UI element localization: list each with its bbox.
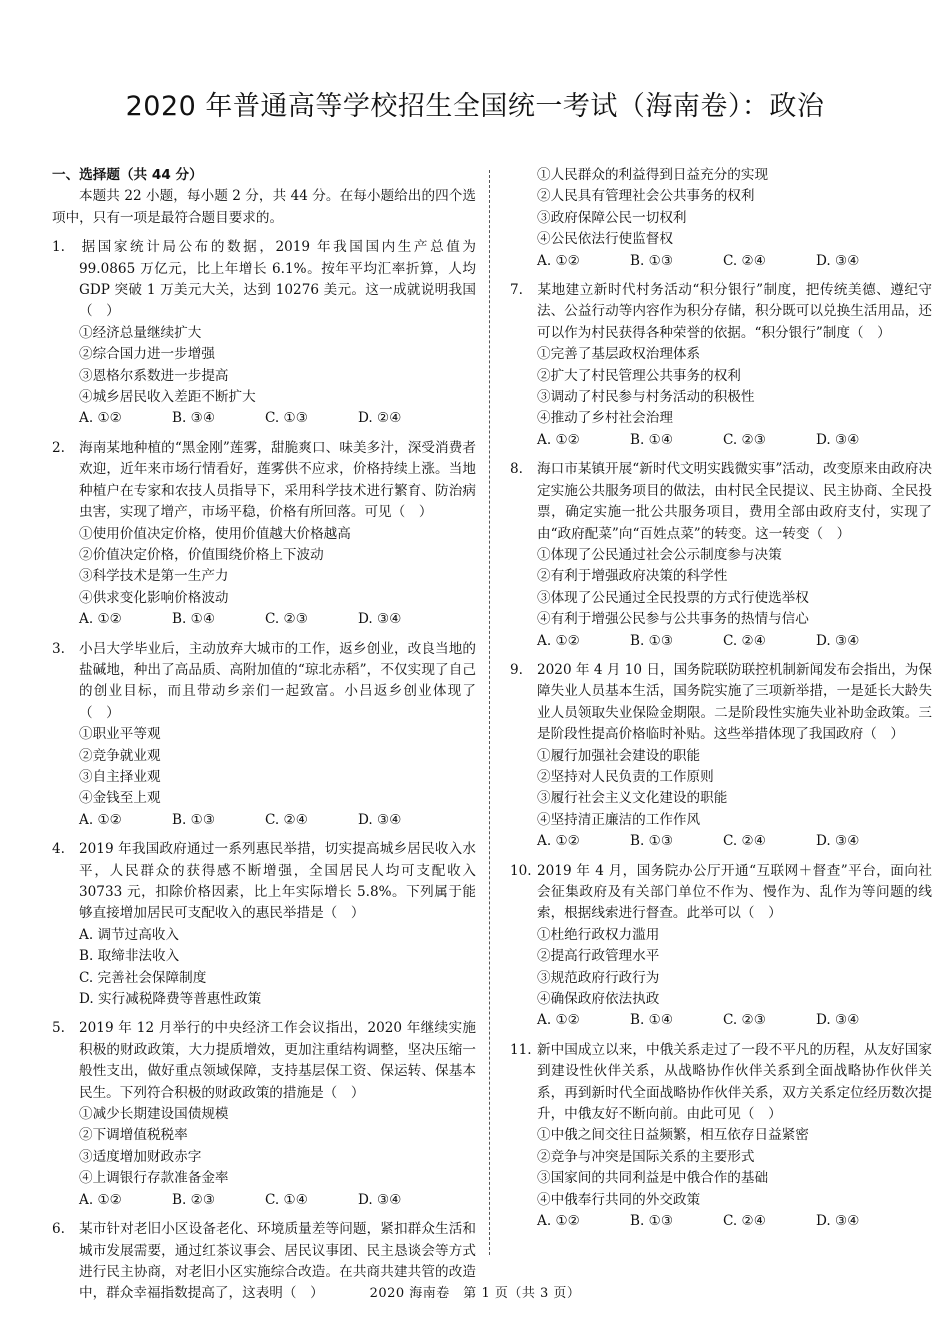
answer-choice: A. ①② bbox=[79, 1191, 122, 1208]
question-text: 据国家统计局公布的数据，2019 年我国国内生产总值为 99.0865 万亿元，比上年增长 6.1%。按年平均汇率折算，人均 GDP 突破 1 万美元大关，达到 10276 美元。这一成就说明我国（ ） bbox=[79, 239, 476, 320]
option: ①经济总量继续扩大 bbox=[79, 324, 202, 341]
question-text: 小吕大学毕业后，主动放弃大城市的工作，返乡创业，改良当地的盐碱地，种出了高品质、高附加值的“琼北赤稻”，不仅实现了自己的创业目标，而且带动乡亲们一起致富。小吕返乡创业体现了（ ） bbox=[79, 640, 476, 721]
left-column bbox=[52, 165, 476, 1305]
question-number: 1. bbox=[52, 239, 65, 256]
option: ①减少长期建设国债规模 bbox=[79, 1106, 229, 1123]
option: ④城乡居民收入差距不断扩大 bbox=[79, 389, 256, 406]
option: ④坚持清正廉洁的工作作风 bbox=[537, 811, 701, 828]
answer-choices bbox=[510, 1211, 932, 1232]
section-heading: 一、选择题（共 44 分） bbox=[52, 167, 203, 183]
question-number: 3. bbox=[52, 640, 65, 657]
option: ②综合国力进一步增强 bbox=[79, 346, 215, 363]
option: ③自主择业观 bbox=[79, 768, 161, 785]
answer-choice: C. ②④ bbox=[723, 1213, 766, 1230]
answer-choice: A. ①② bbox=[79, 410, 122, 427]
option: ③履行社会主义文化建设的职能 bbox=[537, 790, 728, 807]
answer-choices bbox=[510, 1010, 932, 1031]
question-text: 2019 年我国政府通过一系列惠民举措，切实提高城乡居民收入水平，人民群众的获得感不断增强，全国居民人均可支配收入 30733 元，扣除价格因素，比上年实际增长 5.8%。下列属于能够直接增加居民可支配收入的惠民举措是（ ） bbox=[79, 841, 476, 922]
question-text: 2020 年 4 月 10 日，国务院联防联控机制新闻发布会指出，为保障失业人员基本生活，国务院实施了三项新举措，一是延长大龄失业人员领取失业保险金期限。二是阶段性实施失业补助金政策。三是阶段性提高价格临时补贴。这些举措体现了我国政府（ ） bbox=[537, 661, 932, 743]
answer-choice: B. ①④ bbox=[172, 611, 216, 628]
question-number: 10. bbox=[510, 862, 532, 879]
answer-choice: B. ③④ bbox=[172, 410, 216, 427]
answer-choice: A. ①② bbox=[537, 1213, 580, 1230]
right-question-list bbox=[510, 280, 932, 1232]
question-text: 某市针对老旧小区设备老化、环境质量差等问题，紧扣群众生活和城市发展需要，通过红茶议事会、居民议事团、民主恳谈会等方式进行民主协商，对老旧小区实施综合改造。在共商共建共管的改造中，群众幸福指数提高了，这表明（ ） bbox=[79, 1221, 476, 1302]
option: ①职业平等观 bbox=[79, 726, 161, 743]
option: ②人民具有管理社会公共事务的权利 bbox=[537, 188, 755, 205]
question-stem bbox=[52, 839, 476, 925]
question-text: 海南某地种植的“黑金刚”莲雾，甜脆爽口、味美多汁，深受消费者欢迎，近年来市场行情看好，莲雾供不应求，价格持续上涨。当地种植户在专家和农技人员指导下，采用科学技术进行繁育、防治病虫害，实现了增产，市场平稳，价格有所回落。可见（ ） bbox=[79, 439, 476, 521]
option: ④上调银行存款准备金率 bbox=[79, 1170, 229, 1187]
answer-choice: D. ②④ bbox=[358, 410, 402, 427]
answer-choice: D. ③④ bbox=[816, 431, 860, 448]
option: ①完善了基层政权治理体系 bbox=[537, 346, 701, 363]
answer-choice: A. ①② bbox=[537, 1012, 580, 1029]
option: ①履行加强社会建设的职能 bbox=[537, 747, 701, 764]
answer-choice: B. ①③ bbox=[630, 632, 674, 649]
answer-choices bbox=[52, 609, 476, 630]
answer-choice: B. ①③ bbox=[172, 811, 216, 828]
option: B. 取缔非法收入 bbox=[79, 948, 180, 965]
answer-choice: C. ②④ bbox=[723, 833, 766, 850]
answer-choice: B. ①④ bbox=[630, 431, 674, 448]
question-6-continuation bbox=[510, 165, 932, 272]
option: ③调动了村民参与村务活动的积极性 bbox=[537, 389, 755, 406]
answer-choices bbox=[52, 810, 476, 831]
answer-choice: C. ②④ bbox=[723, 252, 766, 269]
answer-choice: D. ③④ bbox=[358, 1191, 402, 1208]
option: ②坚持对人民负责的工作原则 bbox=[537, 768, 714, 785]
answer-choice: D. ③④ bbox=[816, 632, 860, 649]
question-number: 4. bbox=[52, 841, 65, 858]
question-stem bbox=[510, 861, 932, 925]
option: A. 调节过高收入 bbox=[79, 926, 180, 943]
option: ②竞争就业观 bbox=[79, 747, 161, 764]
question bbox=[52, 639, 476, 832]
question-number: 9. bbox=[510, 661, 523, 678]
option: ③适度增加财政赤字 bbox=[79, 1148, 202, 1165]
option: ④供求变化影响价格波动 bbox=[79, 589, 229, 606]
question-text: 2019 年 4 月，国务院办公厅开通“互联网＋督查”平台，面向社会征集政府及有关部门单位不作为、慢作为、乱作为等问题的线索，根据线索进行督查。此举可以（ ） bbox=[537, 862, 932, 922]
answer-choice: A. ①② bbox=[79, 811, 122, 828]
option: ②提高行政管理水平 bbox=[537, 948, 660, 965]
question bbox=[52, 1018, 476, 1211]
question bbox=[510, 861, 932, 1032]
answer-choices bbox=[510, 430, 932, 451]
option: ④确保政府依法执政 bbox=[537, 991, 660, 1008]
option: ②价值决定价格，价值围绕价格上下波动 bbox=[79, 546, 324, 563]
answer-choices bbox=[510, 251, 932, 272]
question bbox=[510, 280, 932, 451]
answer-choice: C. ②④ bbox=[265, 811, 308, 828]
question-text: 新中国成立以来，中俄关系走过了一段不平凡的历程，从友好国家到建设性伙伴关系，从战略协作伙伴关系到全面战略协作伙伴关系，再到新时代全面战略协作伙伴关系，双方关系定位经历数次提升，中俄友好不断向前。由此可见（ ） bbox=[537, 1041, 932, 1123]
option: ③恩格尔系数进一步提高 bbox=[79, 367, 229, 384]
question bbox=[510, 660, 932, 853]
question bbox=[52, 237, 476, 430]
question-number: 6. bbox=[52, 1221, 65, 1238]
answer-choice: A. ①② bbox=[79, 611, 122, 628]
answer-choice: C. ②③ bbox=[265, 611, 308, 628]
answer-choice: A. ①② bbox=[537, 632, 580, 649]
answer-choice: B. ①③ bbox=[630, 252, 674, 269]
question-number: 8. bbox=[510, 461, 523, 478]
option: ③科学技术是第一生产力 bbox=[79, 568, 229, 585]
answer-choices bbox=[52, 1190, 476, 1211]
right-column bbox=[510, 165, 932, 1233]
question-text: 海口市某镇开展“新时代文明实践微实事”活动，改变原来由政府决定实施公共服务项目的做法，由村民全民提议、民主协商、全民投票，确定实施一批公共服务项目，费用全部由政府支付，实现了由“政府配菜”向“百姓点菜”的转变。这一转变（ ） bbox=[537, 461, 932, 542]
question-stem bbox=[510, 280, 932, 344]
question-text: 某地建立新时代村务活动“积分银行”制度，把传统美德、遵纪守法、公益行动等内容作为积分存储，积分既可以兑换生活用品，还可以作为村民获得各种荣誉的依据。“积分银行”制度（ ） bbox=[537, 282, 932, 341]
answer-choice: C. ②④ bbox=[723, 632, 766, 649]
question-number: 5. bbox=[52, 1020, 65, 1037]
answer-choice: C. ①④ bbox=[265, 1191, 308, 1208]
option: ①体现了公民通过社会公示制度参与决策 bbox=[537, 546, 782, 563]
question-stem bbox=[52, 237, 476, 323]
answer-choice: C. ②③ bbox=[723, 431, 766, 448]
option: ②竞争与冲突是国际关系的主要形式 bbox=[537, 1148, 755, 1165]
question-stem bbox=[510, 1040, 932, 1126]
question-stem bbox=[510, 459, 932, 545]
question-number: 2. bbox=[52, 439, 65, 456]
answer-choice: B. ①④ bbox=[630, 1012, 674, 1029]
answer-choice: C. ②③ bbox=[723, 1012, 766, 1029]
answer-choice: D. ③④ bbox=[816, 833, 860, 850]
answer-choice: D. ③④ bbox=[816, 252, 860, 269]
answer-choice: D. ③④ bbox=[358, 811, 402, 828]
answer-choices bbox=[510, 631, 932, 652]
option: ④中俄奉行共同的外交政策 bbox=[537, 1191, 701, 1208]
option: ③政府保障公民一切权利 bbox=[537, 209, 687, 226]
question-stem bbox=[52, 1018, 476, 1104]
option: D. 实行减税降费等普惠性政策 bbox=[79, 991, 262, 1008]
answer-choice: A. ①② bbox=[537, 833, 580, 850]
answer-choice: D. ③④ bbox=[816, 1213, 860, 1230]
option: ④公民依法行使监督权 bbox=[537, 231, 673, 248]
page-title: 2020 年普通高等学校招生全国统一考试（海南卷）：政治 bbox=[125, 91, 825, 122]
answer-choice: A. ①② bbox=[537, 431, 580, 448]
question-stem bbox=[510, 660, 932, 746]
question-stem bbox=[52, 639, 476, 725]
option: ④推动了乡村社会治理 bbox=[537, 410, 673, 427]
option: ①人民群众的利益得到日益充分的实现 bbox=[537, 167, 769, 183]
answer-choice: C. ①③ bbox=[265, 410, 308, 427]
option: ③规范政府行政行为 bbox=[537, 969, 660, 986]
answer-choice: A. ①② bbox=[537, 252, 580, 269]
question-number: 11. bbox=[510, 1041, 532, 1058]
option: ④有利于增强公民参与公共事务的热情与信心 bbox=[537, 611, 809, 628]
option: ①使用价值决定价格，使用价值越大价格越高 bbox=[79, 525, 351, 542]
answer-choice: B. ②③ bbox=[172, 1191, 216, 1208]
left-question-list bbox=[52, 237, 476, 1305]
option: ③国家间的共同利益是中俄合作的基础 bbox=[537, 1170, 769, 1187]
option: ①中俄之间交往日益频繁，相互依存日益紧密 bbox=[537, 1127, 809, 1144]
option: ②有利于增强政府决策的科学性 bbox=[537, 568, 728, 585]
question bbox=[510, 1040, 932, 1233]
answer-choices bbox=[52, 408, 476, 429]
answer-choice: B. ①③ bbox=[630, 1213, 674, 1230]
answer-choice: B. ①③ bbox=[630, 833, 674, 850]
answer-choice: D. ③④ bbox=[358, 611, 402, 628]
option: ③体现了公民通过全民投票的方式行使选举权 bbox=[537, 589, 809, 606]
answer-choices bbox=[510, 831, 932, 852]
question-text: 2019 年 12 月举行的中央经济工作会议指出，2020 年继续实施积极的财政政策，大力提质增效，更加注重结构调整，坚决压缩一般性支出，做好重点领域保障，支持基层保工资、保运转、保基本民生。下列符合积极的财政政策的措施是（ ） bbox=[79, 1020, 476, 1101]
option: ④金钱至上观 bbox=[79, 790, 161, 807]
option: ②扩大了村民管理公共事务的权利 bbox=[537, 367, 741, 384]
column-divider bbox=[489, 170, 490, 1255]
option: C. 完善社会保障制度 bbox=[79, 969, 207, 986]
option: ②下调增值税税率 bbox=[79, 1127, 188, 1144]
question-number: 7. bbox=[510, 282, 523, 299]
section-intro: 本题共 22 小题，每小题 2 分，共 44 分。在每小题给出的四个选项中，只有一项是最符合题目要求的。 bbox=[52, 188, 476, 226]
option: ①杜绝行政权力滥用 bbox=[537, 926, 660, 943]
page-footer: 2020 海南卷 第 1 页（共 3 页） bbox=[369, 1286, 581, 1301]
question-stem bbox=[52, 438, 476, 524]
question bbox=[52, 839, 476, 1010]
question bbox=[510, 459, 932, 652]
question bbox=[52, 438, 476, 631]
answer-choice: D. ③④ bbox=[816, 1012, 860, 1029]
